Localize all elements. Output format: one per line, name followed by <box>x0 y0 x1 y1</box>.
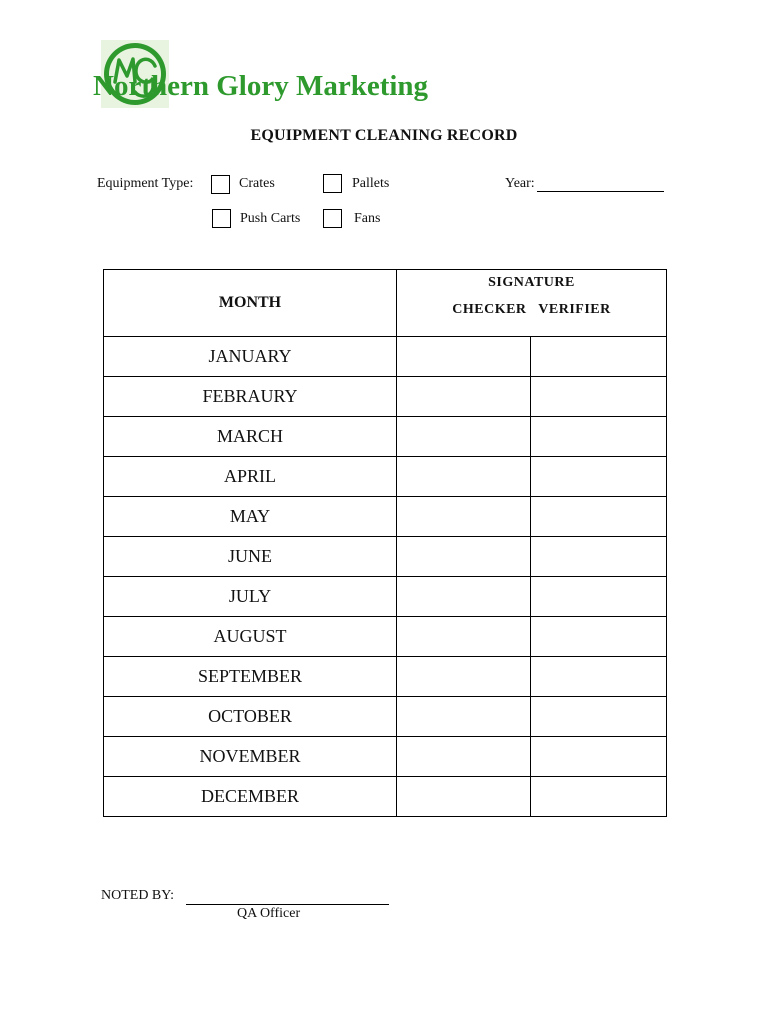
month-cell: NOVEMBER <box>104 737 397 777</box>
month-cell: JUNE <box>104 537 397 577</box>
company-name: Northern Glory Marketing <box>93 70 429 102</box>
verifier-signature-cell[interactable] <box>531 777 667 817</box>
checker-signature-cell[interactable] <box>397 417 531 457</box>
table-row <box>104 737 667 777</box>
checker-signature-cell[interactable] <box>397 777 531 817</box>
table-row <box>104 417 667 457</box>
push-carts-checkbox[interactable] <box>212 209 231 228</box>
checker-signature-cell[interactable] <box>397 337 531 377</box>
cleaning-record-table <box>103 269 667 817</box>
year-label: Year: <box>505 176 535 191</box>
verifier-signature-cell[interactable] <box>531 697 667 737</box>
form-title: EQUIPMENT CLEANING RECORD <box>250 127 518 144</box>
checker-verifier-label: CHECKER VERIFIER <box>452 302 611 317</box>
fans-checkbox[interactable] <box>323 209 342 228</box>
table-row <box>104 657 667 697</box>
qa-officer-label: QA Officer <box>237 906 301 921</box>
signature-column-header <box>397 270 667 337</box>
verifier-signature-cell[interactable] <box>531 617 667 657</box>
verifier-signature-cell[interactable] <box>531 377 667 417</box>
table-row <box>104 537 667 577</box>
verifier-signature-cell[interactable] <box>531 497 667 537</box>
table-row <box>104 777 667 817</box>
table-row <box>104 577 667 617</box>
checker-signature-cell[interactable] <box>397 657 531 697</box>
checker-signature-cell[interactable] <box>397 457 531 497</box>
checker-signature-cell[interactable] <box>397 737 531 777</box>
checker-signature-cell[interactable] <box>397 617 531 657</box>
verifier-signature-cell[interactable] <box>531 417 667 457</box>
month-cell: SEPTEMBER <box>104 657 397 697</box>
checker-signature-cell[interactable] <box>397 497 531 537</box>
noted-by-label: NOTED BY: <box>101 888 174 903</box>
pallets-label: Pallets <box>352 176 390 191</box>
table-row <box>104 337 667 377</box>
month-cell: AUGUST <box>104 617 397 657</box>
equipment-type-label: Equipment Type: <box>97 176 194 191</box>
month-cell: OCTOBER <box>104 697 397 737</box>
fans-label: Fans <box>354 211 381 226</box>
table-header-row <box>104 270 667 337</box>
table-row <box>104 497 667 537</box>
checker-signature-cell[interactable] <box>397 537 531 577</box>
month-header-label: MONTH <box>218 294 282 311</box>
table-row <box>104 697 667 737</box>
month-cell: MARCH <box>104 417 397 457</box>
month-cell: JULY <box>104 577 397 617</box>
table-row <box>104 457 667 497</box>
checker-signature-cell[interactable] <box>397 377 531 417</box>
crates-label: Crates <box>239 176 275 191</box>
crates-checkbox[interactable] <box>211 175 230 194</box>
verifier-signature-cell[interactable] <box>531 457 667 497</box>
month-cell: FEBRAURY <box>104 377 397 417</box>
month-cell: MAY <box>104 497 397 537</box>
signature-header-label: SIGNATURE <box>488 275 575 290</box>
table-row <box>104 377 667 417</box>
month-cell: APRIL <box>104 457 397 497</box>
year-field[interactable] <box>537 191 664 192</box>
noted-by-signature-field[interactable] <box>186 904 389 905</box>
verifier-signature-cell[interactable] <box>531 337 667 377</box>
checker-signature-cell[interactable] <box>397 697 531 737</box>
push-carts-label: Push Carts <box>240 211 301 226</box>
verifier-signature-cell[interactable] <box>531 657 667 697</box>
checker-signature-cell[interactable] <box>397 577 531 617</box>
month-cell: DECEMBER <box>104 777 397 817</box>
verifier-signature-cell[interactable] <box>531 537 667 577</box>
month-column-header <box>104 270 397 337</box>
verifier-signature-cell[interactable] <box>531 577 667 617</box>
pallets-checkbox[interactable] <box>323 174 342 193</box>
month-cell: JANUARY <box>104 337 397 377</box>
verifier-signature-cell[interactable] <box>531 737 667 777</box>
table-row <box>104 617 667 657</box>
